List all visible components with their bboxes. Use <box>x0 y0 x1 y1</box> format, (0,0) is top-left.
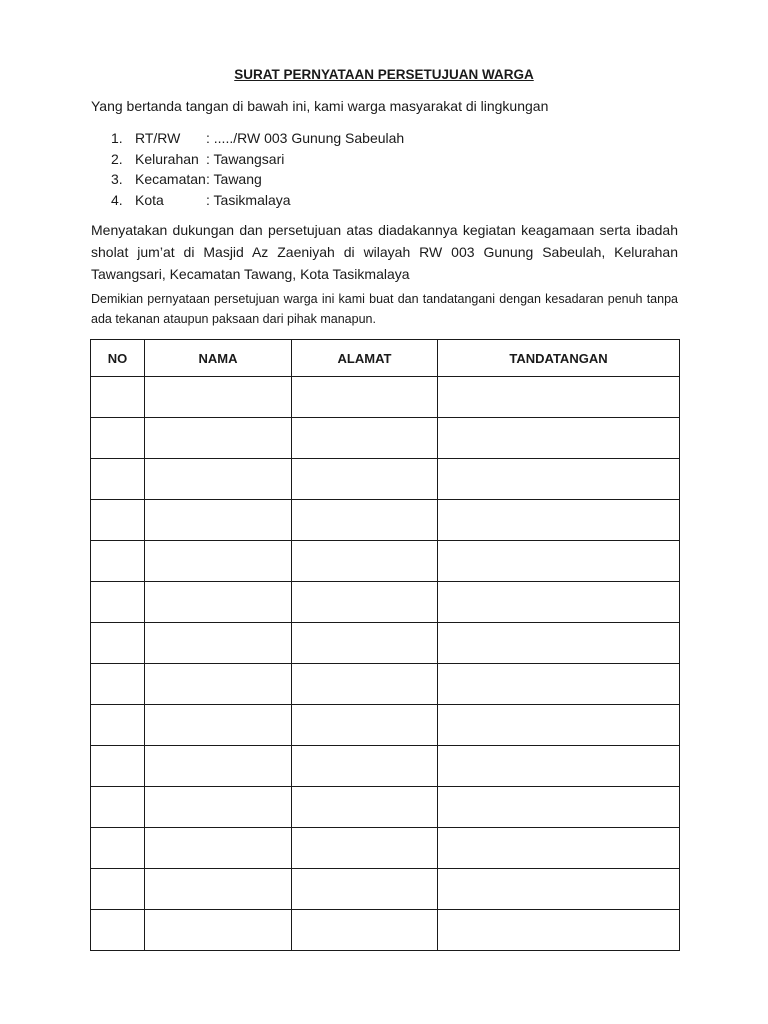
table-row <box>91 869 680 910</box>
document-title-text: SURAT PERNYATAAN PERSETUJUAN WARGA <box>234 67 534 82</box>
cell-tandatangan <box>438 746 680 787</box>
cell-tandatangan <box>438 418 680 459</box>
cell-no <box>91 459 145 500</box>
document-title <box>0 66 768 84</box>
cell-alamat <box>292 869 438 910</box>
statement-paragraph: Menyatakan dukungan dan persetujuan atas diadakannya kegiatan keagamaan serta ibadah sholat jum’at di Masjid Az Zaeniyah di wilayah RW 003 Gunung Sabeulah, Kelurahan Tawangsari, Kecamatan Tawang, Kota Tasikmalaya <box>91 222 678 282</box>
closing-paragraph: Demikian pernyataan persetujuan warga ini kami buat dan tandatangani dengan kesadaran penuh tanpa ada tekanan ataupun paksaan dari pihak manapun. <box>91 292 678 326</box>
cell-no <box>91 787 145 828</box>
table-row <box>91 623 680 664</box>
column-header-alamat: ALAMAT <box>292 340 438 377</box>
cell-tandatangan <box>438 500 680 541</box>
table-row <box>91 664 680 705</box>
table-row <box>91 459 680 500</box>
cell-alamat <box>292 377 438 418</box>
cell-nama <box>145 541 292 582</box>
cell-nama <box>145 746 292 787</box>
cell-alamat <box>292 746 438 787</box>
cell-no <box>91 705 145 746</box>
cell-nama <box>145 910 292 951</box>
cell-no <box>91 664 145 705</box>
table-row <box>91 582 680 623</box>
info-item-number: 4. <box>111 191 123 208</box>
intro-text: Yang bertanda tangan di bawah ini, kami warga masyarakat di lingkungan <box>91 98 549 114</box>
info-item-value: : Tawangsari <box>206 150 285 167</box>
cell-nama <box>145 418 292 459</box>
cell-tandatangan <box>438 623 680 664</box>
cell-alamat <box>292 541 438 582</box>
cell-alamat <box>292 418 438 459</box>
info-item-label: Kota <box>135 191 164 208</box>
info-item-label: RT/RW <box>135 130 181 146</box>
cell-alamat <box>292 910 438 951</box>
cell-nama <box>145 377 292 418</box>
info-item-label: Kecamatan <box>135 171 206 187</box>
cell-nama <box>145 582 292 623</box>
cell-tandatangan <box>438 377 680 418</box>
cell-tandatangan <box>438 582 680 623</box>
cell-no <box>91 377 145 418</box>
info-item-label: Kelurahan <box>135 150 199 167</box>
cell-nama <box>145 828 292 869</box>
cell-no <box>91 500 145 541</box>
table-row <box>91 746 680 787</box>
cell-tandatangan <box>438 910 680 951</box>
info-item-kota <box>111 190 404 211</box>
signature-table <box>90 339 680 951</box>
cell-no <box>91 418 145 459</box>
cell-nama <box>145 664 292 705</box>
cell-nama <box>145 459 292 500</box>
cell-nama <box>145 705 292 746</box>
table-row <box>91 541 680 582</box>
cell-alamat <box>292 664 438 705</box>
table-header-row <box>91 340 680 377</box>
cell-alamat <box>292 705 438 746</box>
info-item-number: 3. <box>111 171 123 187</box>
info-item-kecamatan <box>111 169 404 190</box>
cell-no <box>91 582 145 623</box>
cell-alamat <box>292 582 438 623</box>
table-row <box>91 500 680 541</box>
cell-alamat <box>292 787 438 828</box>
info-item-value: : Tawang <box>206 171 262 187</box>
column-header-no: NO <box>91 340 145 377</box>
table-row <box>91 418 680 459</box>
column-header-tandatangan: TANDATANGAN <box>438 340 680 377</box>
cell-nama <box>145 869 292 910</box>
cell-nama <box>145 500 292 541</box>
info-item-value: : Tasikmalaya <box>206 191 291 208</box>
info-item-rt-rw <box>111 128 404 149</box>
info-item-number: 2. <box>111 150 123 167</box>
table-row <box>91 828 680 869</box>
cell-tandatangan <box>438 664 680 705</box>
cell-no <box>91 623 145 664</box>
info-list <box>111 128 404 210</box>
cell-no <box>91 910 145 951</box>
table-row <box>91 377 680 418</box>
cell-tandatangan <box>438 705 680 746</box>
info-item-number: 1. <box>111 130 123 146</box>
table-row <box>91 910 680 951</box>
cell-tandatangan <box>438 828 680 869</box>
cell-alamat <box>292 623 438 664</box>
cell-alamat <box>292 459 438 500</box>
cell-no <box>91 869 145 910</box>
info-item-value: : ...../RW 003 Gunung Sabeulah <box>206 130 405 146</box>
cell-alamat <box>292 828 438 869</box>
cell-no <box>91 541 145 582</box>
cell-tandatangan <box>438 869 680 910</box>
cell-no <box>91 746 145 787</box>
cell-tandatangan <box>438 787 680 828</box>
cell-tandatangan <box>438 541 680 582</box>
signature-table-body <box>91 377 680 951</box>
cell-tandatangan <box>438 459 680 500</box>
cell-nama <box>145 787 292 828</box>
cell-no <box>91 828 145 869</box>
cell-nama <box>145 623 292 664</box>
table-row <box>91 787 680 828</box>
cell-alamat <box>292 500 438 541</box>
info-item-kelurahan <box>111 149 404 170</box>
column-header-nama: NAMA <box>145 340 292 377</box>
table-row <box>91 705 680 746</box>
